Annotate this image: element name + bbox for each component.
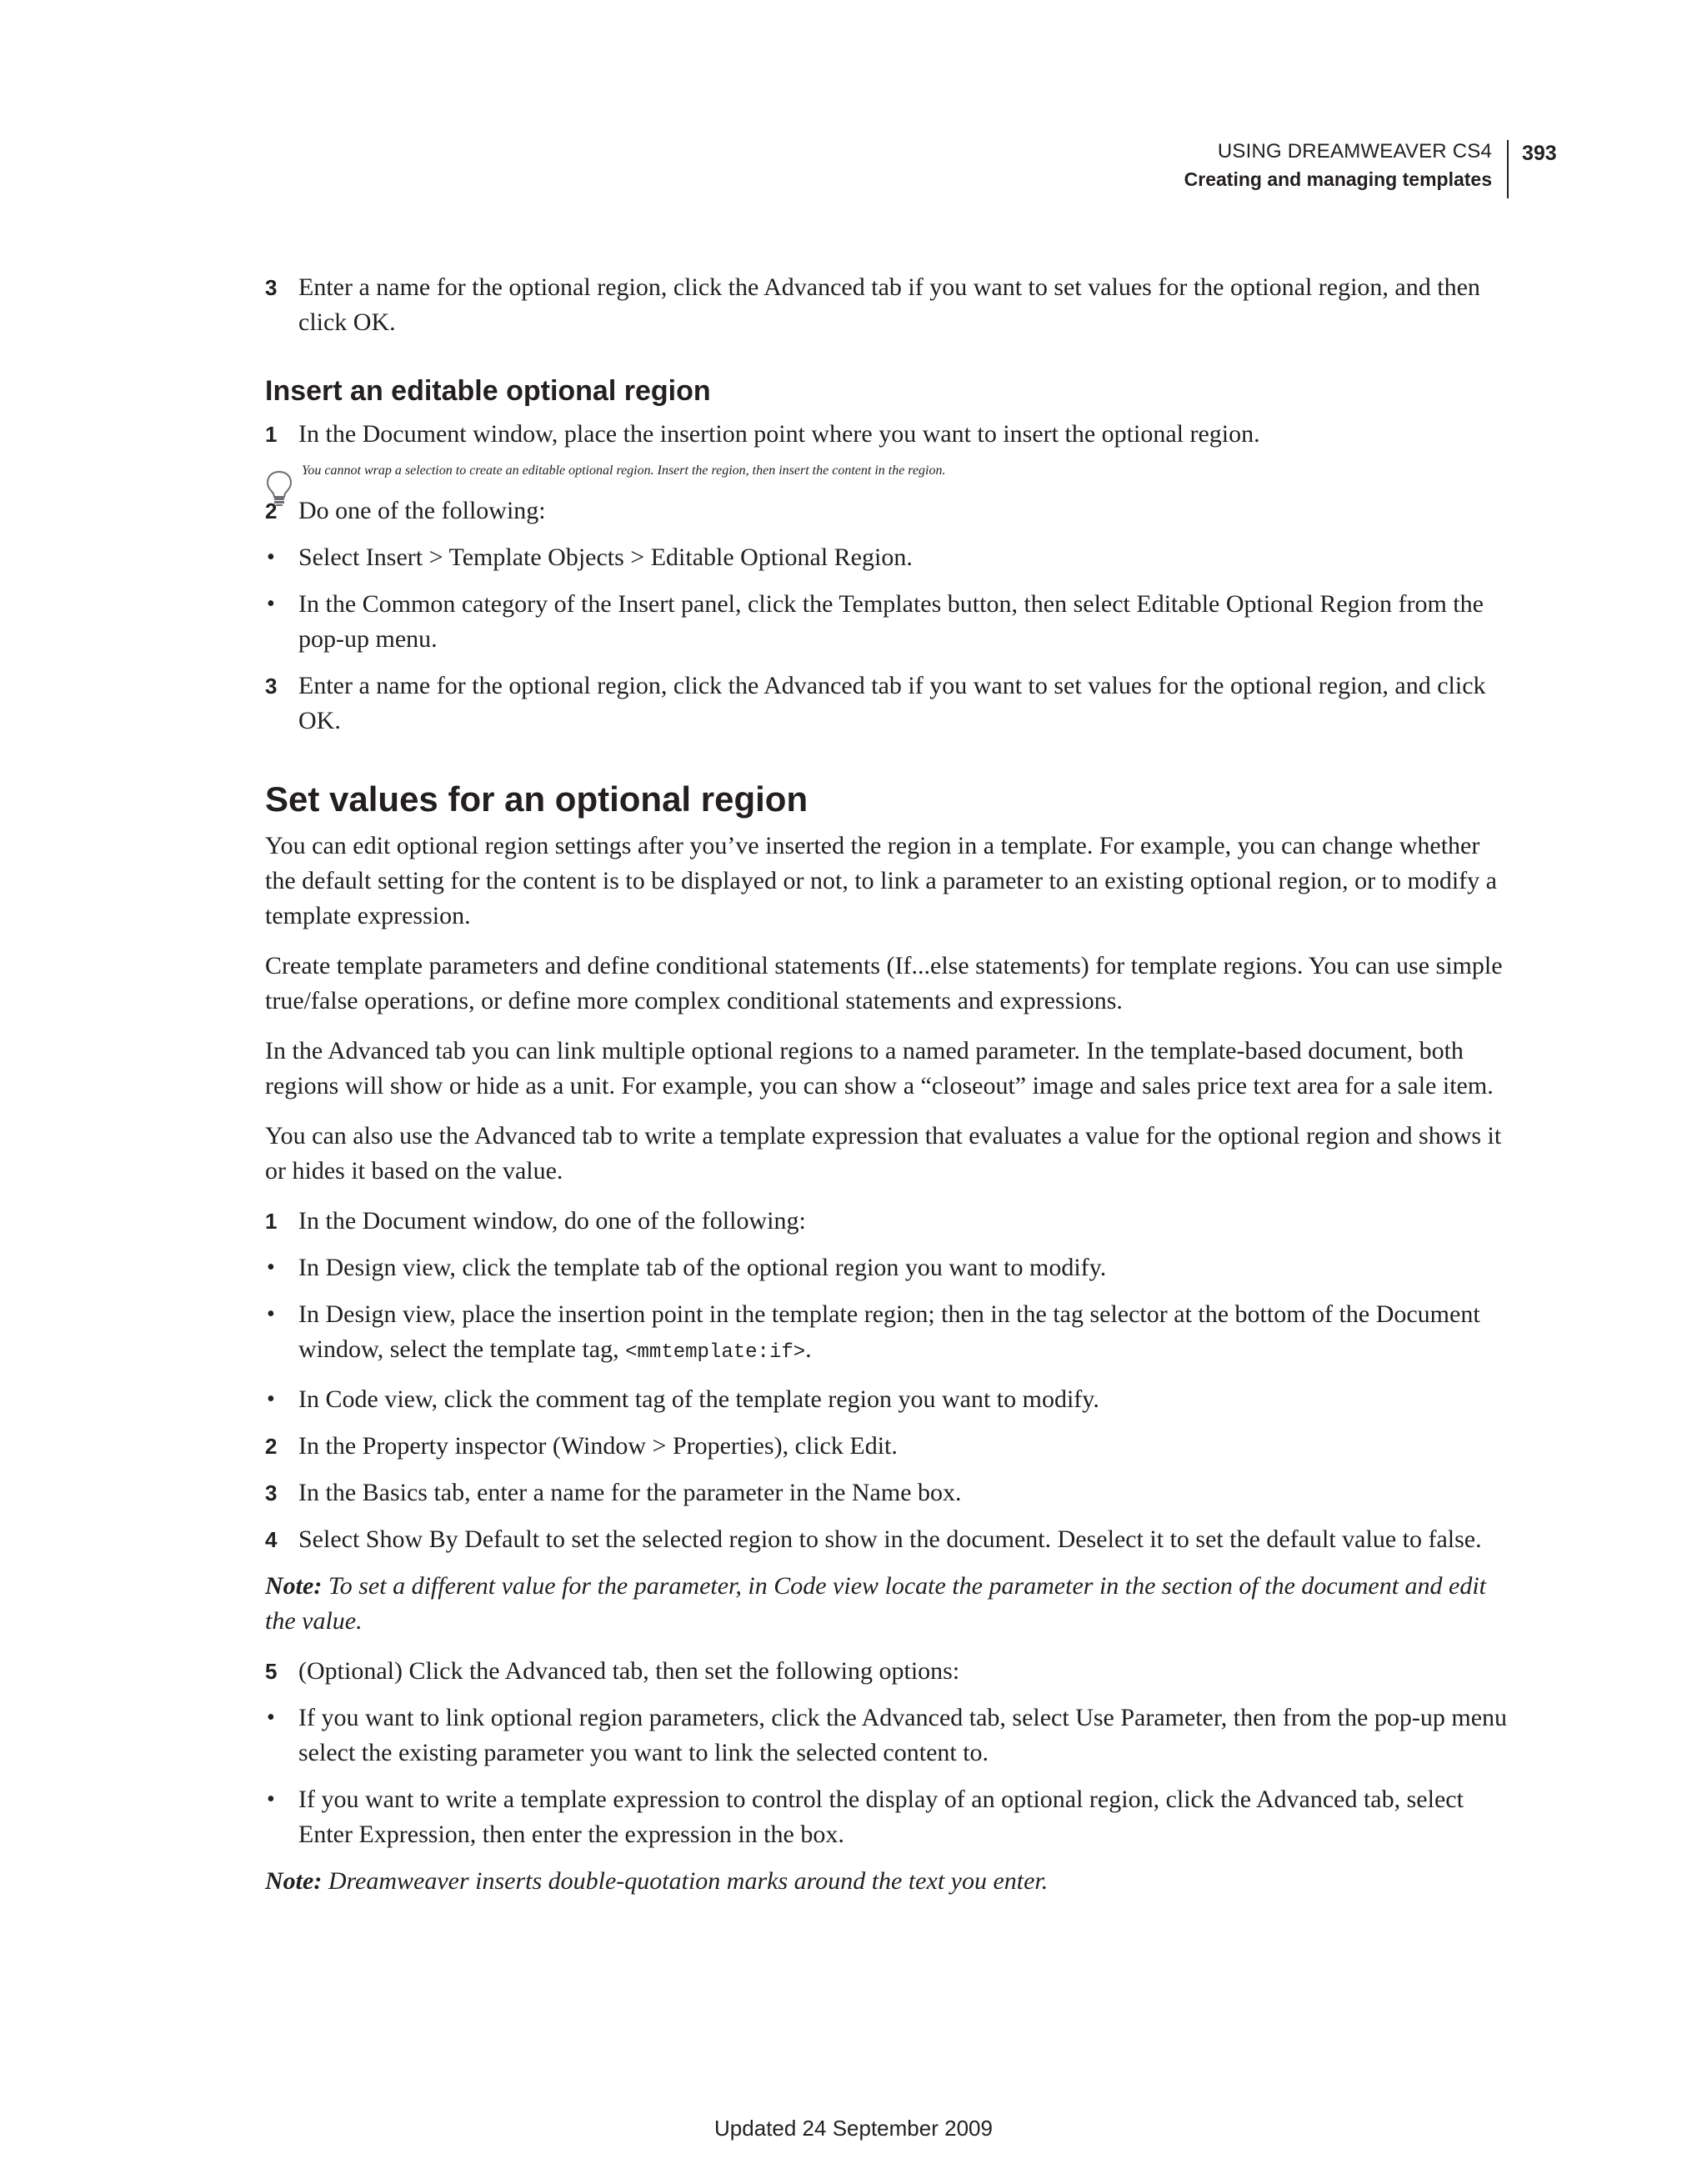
step-text: Enter a name for the optional region, click the Advanced tab if you want to set values for the optional region, and then click OK. xyxy=(298,273,1480,336)
body-paragraph: You can also use the Advanced tab to write a template expression that evaluates a value for the optional region and shows it or hides it based on the value. xyxy=(265,1122,1502,1185)
header-divider xyxy=(1507,140,1509,198)
step-text: Select Show By Default to set the selected region to show in the document. Deselect it to set the default value to false. xyxy=(298,1525,1482,1553)
sentence-period: . xyxy=(805,1335,812,1363)
step-number: 5 xyxy=(265,1659,278,1684)
step-number: 4 xyxy=(265,1527,278,1552)
book-title: USING DREAMWEAVER CS4 xyxy=(1217,140,1492,163)
bullet-icon: • xyxy=(267,1386,275,1412)
bullet-text: In Design view, place the insertion point in the template region; then in the tag selector at the bottom of the Document window, select the template tag, xyxy=(298,1300,1480,1363)
bullet-text: In Code view, click the comment tag of the template region you want to modify. xyxy=(298,1385,1099,1413)
body-paragraph: You can edit optional region settings after you’ve inserted the region in a template. For example, you can change whether the default setting for the content is to be displayed or not, to link a parameter to an existing optional region, or to modify a template expression. xyxy=(265,832,1497,929)
step-number: 3 xyxy=(265,275,278,300)
tip-text: You cannot wrap a selection to create an editable optional region. Insert the region, then insert the content in the region. xyxy=(302,463,946,478)
note xyxy=(265,1569,1507,1639)
step-item xyxy=(265,1475,1507,1510)
step-item xyxy=(265,1429,1507,1464)
page-footer: Updated 24 September 2009 xyxy=(714,2116,993,2141)
bullet-text: In Design view, click the template tab of the optional region you want to modify. xyxy=(298,1254,1107,1281)
step-text: In the Document window, place the insertion point where you want to insert the optional region. xyxy=(298,420,1260,448)
note-label: Note: xyxy=(265,1572,323,1600)
step-number: 2 xyxy=(265,498,278,523)
step-text: Enter a name for the optional region, click the Advanced tab if you want to set values for the optional region, and click OK. xyxy=(298,672,1486,734)
bullet-text: If you want to write a template expression to control the display of an optional region, click the Advanced tab, select Enter Expression, then enter the expression in the box. xyxy=(298,1786,1464,1848)
list-item xyxy=(265,1382,1507,1417)
bullet-icon: • xyxy=(267,1255,275,1280)
list-item xyxy=(265,1782,1507,1852)
step-number: 2 xyxy=(265,1434,278,1459)
page-number: 393 xyxy=(1522,142,1557,165)
bullet-text: Select Insert > Template Objects > Editable Optional Region. xyxy=(298,543,913,571)
page-header xyxy=(758,140,1557,203)
section-heading-set-values: Set values for an optional region xyxy=(265,779,808,819)
step-number: 1 xyxy=(265,422,278,447)
step-text: In the Property inspector (Window > Properties), click Edit. xyxy=(298,1432,898,1460)
bullet-icon: • xyxy=(267,591,275,617)
body-paragraph: Create template parameters and define conditional statements (If...else statements) for template regions. You can use simple true/false operations, or define more complex conditional statements and expressions. xyxy=(265,952,1503,1014)
chapter-title: Creating and managing templates xyxy=(1184,168,1492,190)
note-text: Dreamweaver inserts double-quotation marks around the text you enter. xyxy=(328,1867,1049,1895)
running-head xyxy=(1184,140,1492,191)
list-item xyxy=(265,1250,1507,1285)
note-text: To set a different value for the parameter, in Code view locate the parameter in the section of the document and edit the value. xyxy=(265,1572,1487,1635)
template-tag-code: <mmtemplate:if> xyxy=(625,1341,806,1364)
step-item xyxy=(265,1204,1507,1239)
step-item xyxy=(265,493,1507,528)
bullet-text: If you want to link optional region parameters, click the Advanced tab, select Use Parameter, then from the pop-up menu select the existing parameter you want to link the selected content to. xyxy=(298,1704,1508,1766)
step-number: 3 xyxy=(265,674,278,699)
step-number: 1 xyxy=(265,1209,278,1234)
step-item xyxy=(265,669,1507,739)
section-heading-editable-optional-region: Insert an editable optional region xyxy=(265,375,711,407)
step-text: In the Basics tab, enter a name for the parameter in the Name box. xyxy=(298,1479,962,1506)
note-label: Note: xyxy=(265,1867,323,1895)
step-text: (Optional) Click the Advanced tab, then set the following options: xyxy=(298,1657,960,1685)
step-text: Do one of the following: xyxy=(298,497,546,524)
bullet-icon: • xyxy=(267,544,275,570)
list-item xyxy=(265,1297,1507,1370)
bullet-icon: • xyxy=(267,1301,275,1327)
step-text: In the Document window, do one of the following: xyxy=(298,1207,806,1235)
body-paragraph: In the Advanced tab you can link multiple optional regions to a named parameter. In the template-based document, both regions will show or hide as a unit. For example, you can show a “closeout” image and sales price text area for a sale item. xyxy=(265,1037,1494,1100)
step-item xyxy=(265,270,1507,340)
page-content xyxy=(265,270,1507,1914)
step-item xyxy=(265,417,1507,452)
list-item xyxy=(265,587,1507,657)
list-item xyxy=(265,1701,1507,1771)
tip-note xyxy=(265,463,1507,478)
bullet-icon: • xyxy=(267,1705,275,1731)
note xyxy=(265,1864,1507,1899)
list-item xyxy=(265,540,1507,575)
step-item xyxy=(265,1522,1507,1557)
step-number: 3 xyxy=(265,1480,278,1505)
step-item xyxy=(265,1654,1507,1689)
bullet-text: In the Common category of the Insert panel, click the Templates button, then select Editable Optional Region from the pop-up menu. xyxy=(298,590,1484,653)
bullet-icon: • xyxy=(267,1786,275,1812)
